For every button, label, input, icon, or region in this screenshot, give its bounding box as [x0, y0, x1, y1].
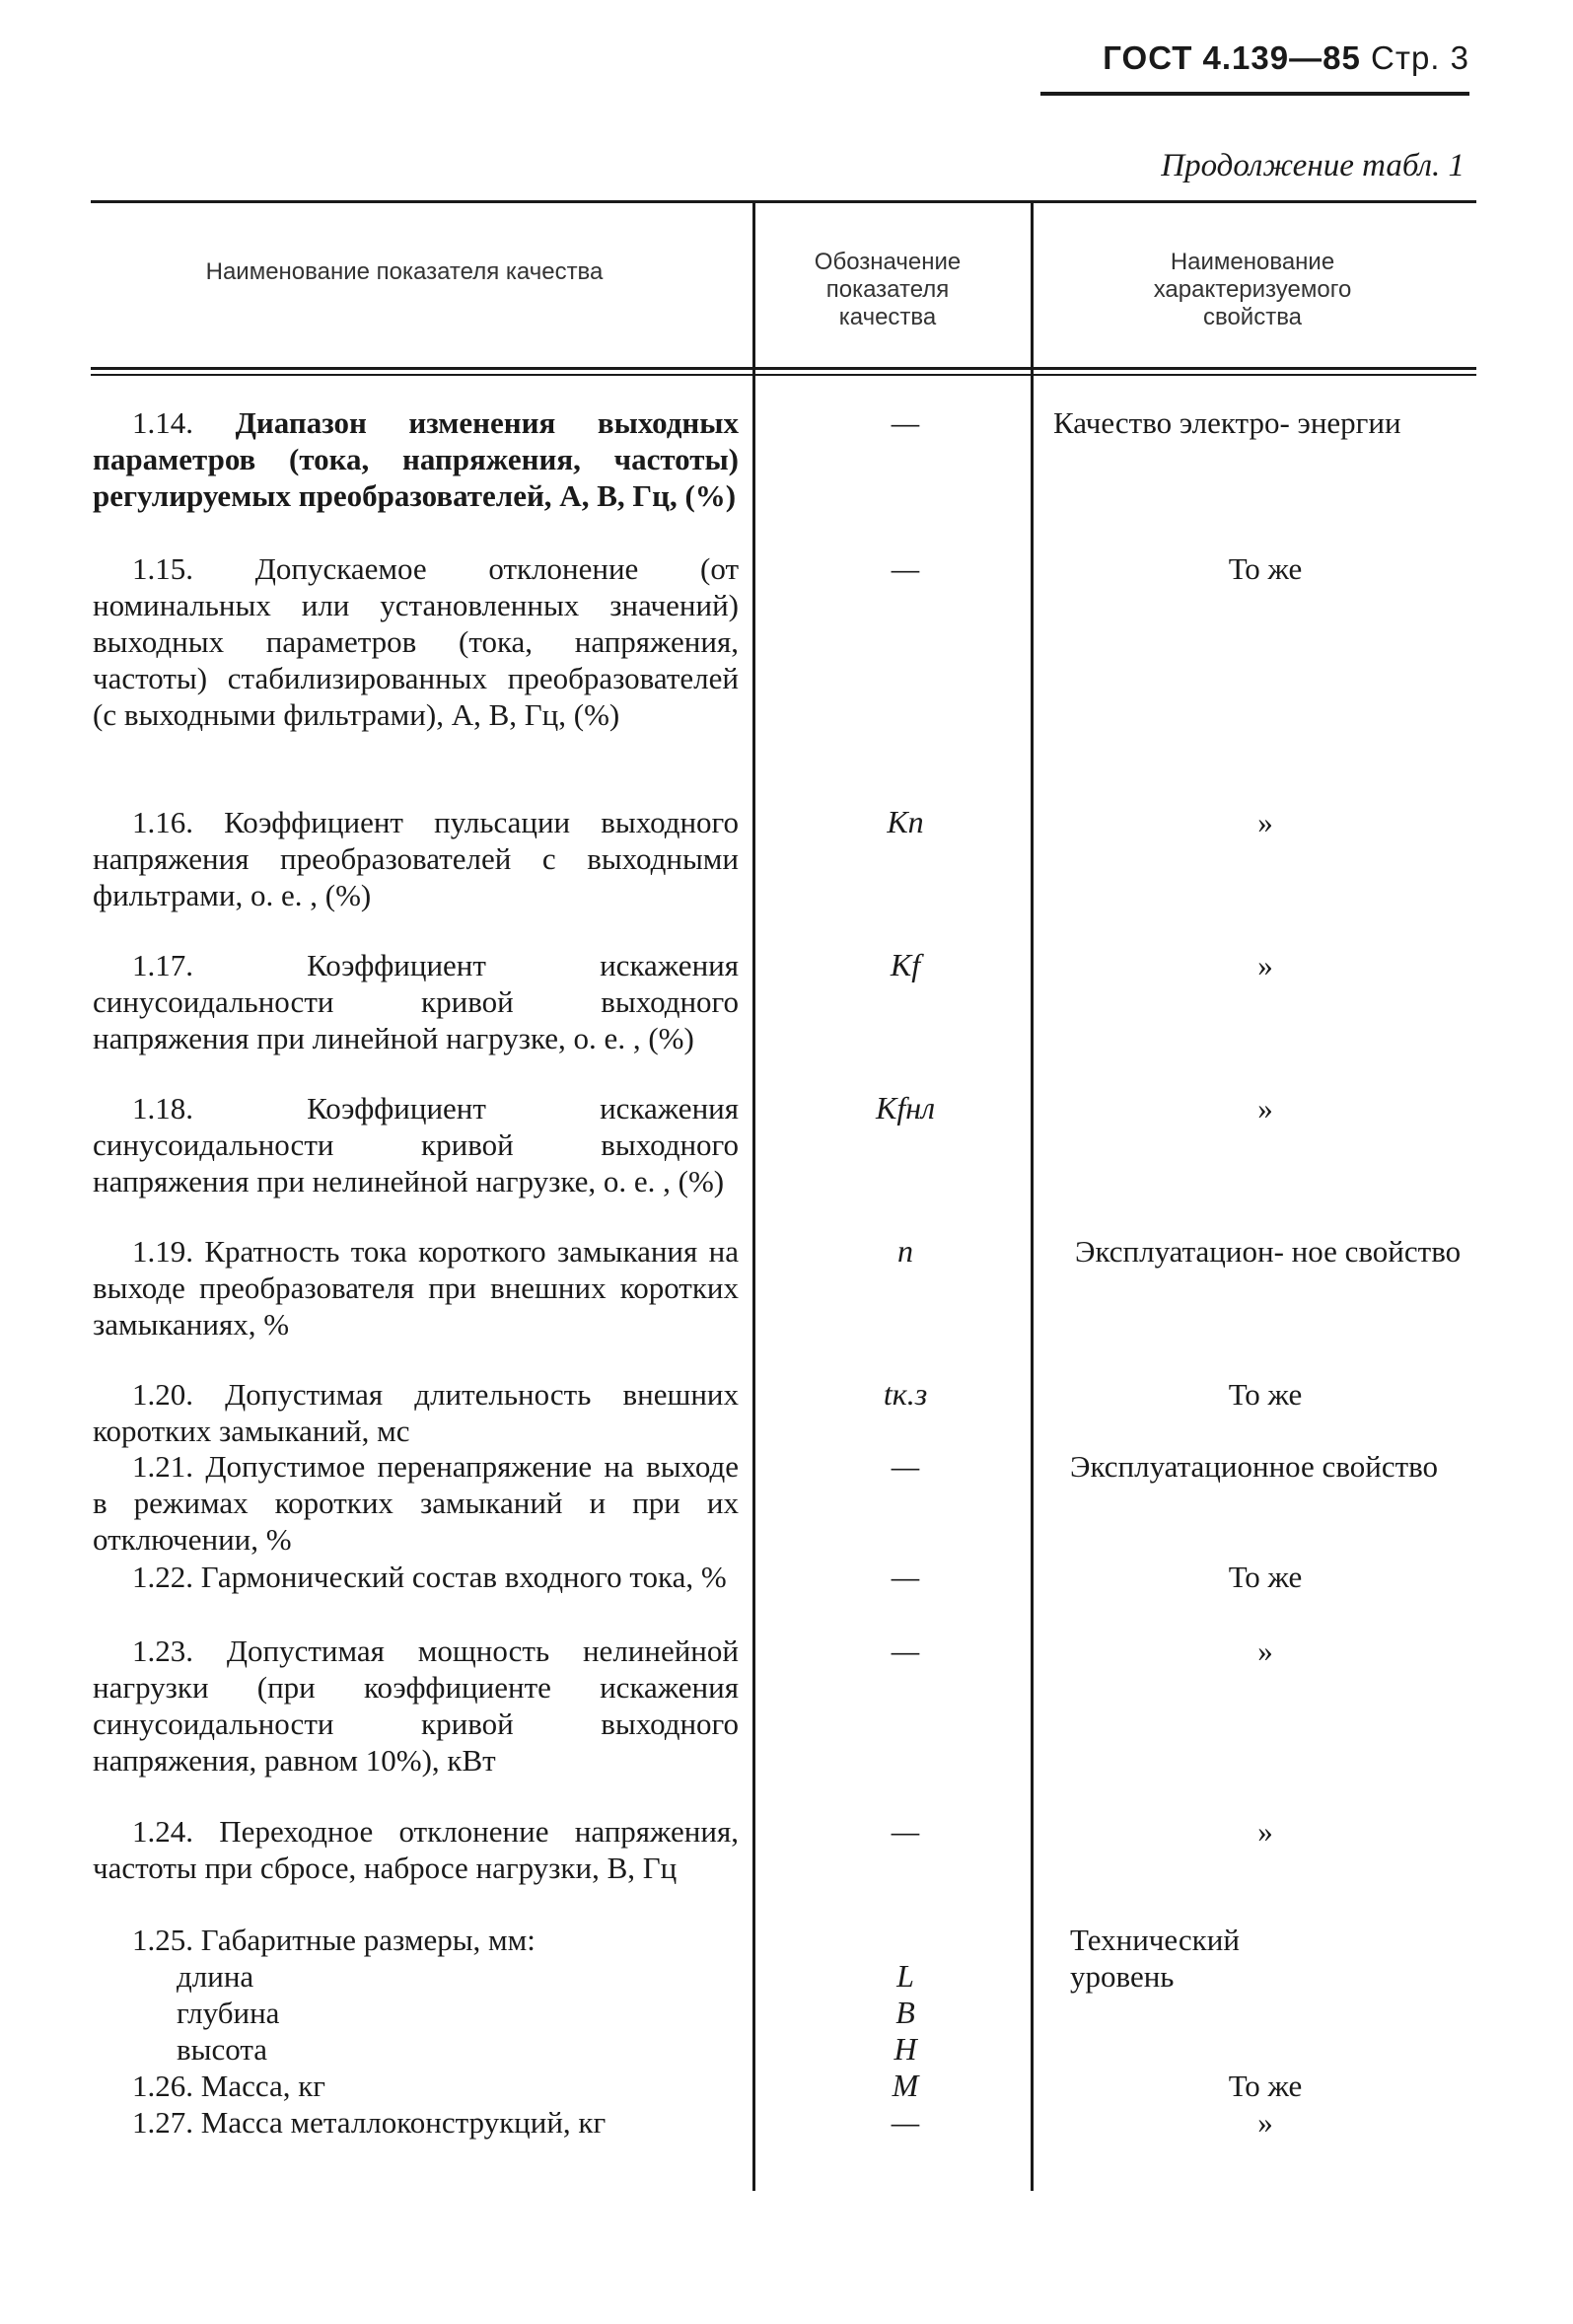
indicator-name: 1.25. Габаритные размеры, мм: длина глубина высота: [93, 1922, 739, 2068]
indicator-name: 1.17. Коэффициент искажения синусоидальности кривой выходного напряжения при линейной нагрузке, о. е. , (%): [93, 948, 740, 1055]
indicator-name: 1.21. Допустимое перенапряжение на выходе в режимах коротких замыканий и при их отключении, %: [93, 1449, 740, 1557]
property-name: »: [1257, 2105, 1273, 2140]
column-header-symbol: Обозначение показателя качества: [814, 249, 962, 330]
indicator-symbol: L B H: [894, 1958, 917, 2067]
indicator-symbol: —: [891, 1448, 920, 1484]
indicator-symbol: —: [891, 1559, 920, 1594]
table-header-rule-2: [91, 374, 1476, 376]
dimension-length: длина: [177, 1959, 254, 1994]
page-number: Стр. 3: [1371, 39, 1469, 76]
indicator-name: 1.27. Масса металлоконструкций, кг: [132, 2105, 607, 2140]
indicator-name: 1.26. Масса, кг: [132, 2069, 326, 2103]
indicator-symbol: —: [891, 1633, 920, 1668]
indicator-name: 1.15. Допускаемое отклонение (от номинальных или установленных значений) выходных параметров (тока, напряжения, частоты) стабилизированных преобразователей (с выходными фильтрами), А, В, Гц, (%): [93, 551, 740, 732]
property-name: То же: [1228, 551, 1303, 586]
indicator-name: 1.18. Коэффициент искажения синусоидальности кривой выходного напряжения при нелинейной нагрузке, о. е. , (%): [93, 1091, 740, 1198]
property-name: »: [1257, 948, 1273, 982]
indicator-symbol: tк.з: [883, 1376, 928, 1412]
property-name: »: [1257, 1634, 1273, 1668]
dimension-height: высота: [177, 2032, 268, 2067]
dimension-depth: глубина: [177, 1996, 280, 2030]
indicator-symbol: Kfнл: [875, 1090, 936, 1126]
indicator-symbol: M: [892, 2068, 919, 2103]
indicator-name: 1.24. Переходное отклонение напряжения, частоты при сбросе, набросе нагрузки, В, Гц: [93, 1814, 739, 1885]
indicator-symbol: —: [891, 1813, 920, 1849]
property-name: »: [1257, 1814, 1273, 1849]
indicator-symbol: Kп: [887, 804, 924, 839]
indicator-symbol: —: [891, 550, 920, 586]
indicator-symbol: Kf: [890, 947, 921, 982]
property-name: Эксплуатационное свойство: [1070, 1449, 1439, 1484]
indicator-name: 1.16. Коэффициент пульсации выходного напряжения преобразователей с выходными фильтрами, о. е. , (%): [93, 805, 739, 912]
column-divider-1: [752, 203, 755, 2191]
indicator-name: 1.14. Диапазон изменения выходных параметров (тока, напряжения, частоты) регулируемых преобразователей, А, В, Гц, (%): [93, 405, 739, 513]
table-continuation-label: Продолжение табл. 1: [1161, 148, 1465, 183]
property-name: Качество электро- энергии: [1053, 405, 1401, 440]
indicator-name: 1.22. Гармонический состав входного тока, %: [132, 1560, 727, 1594]
indicator-name: 1.23. Допустимая мощность нелинейной нагрузки (при коэффициенте искажения синусоидальности кривой выходного напряжения, равном 10%), кВт: [93, 1634, 739, 1778]
indicator-symbol: —: [891, 404, 920, 440]
indicator-symbol: n: [897, 1233, 913, 1269]
indicator-name: 1.20. Допустимая длительность внешних коротких замыканий, мс: [93, 1377, 739, 1448]
column-divider-2: [1031, 203, 1034, 2191]
page-header: [1103, 39, 1469, 77]
property-name: Эксплуатацион- ное свойство: [1075, 1234, 1462, 1269]
property-name: То же: [1228, 1377, 1303, 1412]
indicator-symbol: —: [891, 2104, 920, 2140]
property-name: »: [1257, 805, 1273, 839]
column-header-property: Наименование характеризуемого свойства: [1153, 249, 1352, 330]
indicator-name: 1.19. Кратность тока короткого замыкания на выходе преобразователя при внешних коротких замыканиях, %: [93, 1234, 739, 1342]
header-rule: [1040, 92, 1469, 96]
standard-number: ГОСТ 4.139—85: [1103, 39, 1361, 76]
property-name: То же: [1228, 1560, 1303, 1594]
column-header-name: Наименование показателя качества: [205, 258, 604, 285]
table-top-rule: [91, 200, 1476, 203]
property-name: Технический уровень: [1070, 1923, 1240, 1994]
property-name: »: [1257, 1091, 1273, 1126]
property-name: То же: [1228, 2069, 1303, 2103]
table-header-rule: [91, 367, 1476, 370]
